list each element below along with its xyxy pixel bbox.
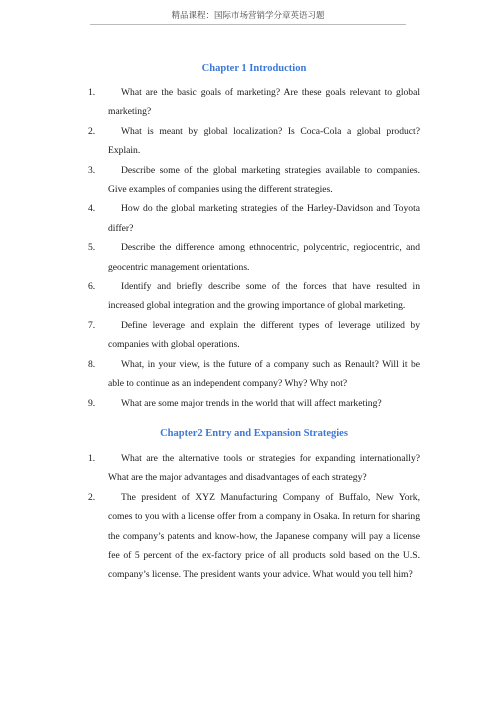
- question-number: 7.: [88, 319, 96, 331]
- list-item: [88, 488, 420, 585]
- question-text: What are some major trends in the world that will affect marketing?: [121, 397, 382, 409]
- list-item: [88, 161, 420, 200]
- list-item: [88, 316, 420, 355]
- question-number: 4.: [88, 203, 96, 215]
- question-text: What are the basic goals of marketing? Are these goals relevant to global marketing?: [108, 87, 420, 118]
- document-body: [88, 62, 420, 585]
- question-number: 9.: [88, 397, 96, 409]
- list-item: [88, 238, 420, 277]
- question-text: What are the alternative tools or strategies for expanding internationally? What are the major advantages and disadvantages of each strategy?: [108, 452, 420, 484]
- running-header: 精品课程：国际市场营销学分章英语习题: [171, 11, 325, 21]
- chapter-1-title: Chapter 1 Introduction: [201, 63, 307, 74]
- question-number: 8.: [88, 358, 96, 370]
- list-item: [88, 199, 420, 238]
- header-divider: [90, 24, 406, 25]
- chapter-2-title: Chapter2 Entry and Expansion Strategies: [160, 427, 348, 439]
- question-number: 1.: [88, 87, 96, 98]
- question-number: 1.: [88, 452, 96, 464]
- question-number: 6.: [88, 281, 96, 293]
- list-item: [88, 394, 420, 413]
- question-text: Describe some of the global marketing strategies available to companies. Give examples of companies using the different strategies.: [108, 164, 420, 196]
- list-item: [88, 277, 420, 316]
- question-text: Define leverage and explain the different types of leverage utilized by companies with global operations.: [108, 319, 420, 351]
- question-number: 3.: [88, 164, 96, 176]
- list-item: [88, 449, 420, 488]
- list-item: [88, 83, 420, 122]
- question-number: 2.: [88, 491, 96, 503]
- chapter-1-question-list: [88, 83, 420, 413]
- list-item: [88, 355, 420, 394]
- question-text: How do the global marketing strategies of the Harley-Davidson and Toyota differ?: [108, 203, 420, 234]
- question-text: What, in your view, is the future of a company such as Renault? Will it be able to continue as an independent company? Why? Why not?: [108, 358, 420, 390]
- chapter-2-question-list: [88, 449, 420, 585]
- question-text: Identify and briefly describe some of the forces that have resulted in increased global integration and the growing importance of global marketing.: [108, 281, 420, 312]
- question-text: Describe the difference among ethnocentric, polycentric, regiocentric, and geocentric management orientations.: [108, 242, 420, 273]
- list-item: [88, 122, 420, 161]
- question-text: What is meant by global localization? Is Coca-Cola a global product? Explain.: [108, 125, 420, 157]
- question-text: The president of XYZ Manufacturing Company of Buffalo, New York, comes to you with a license offer from a company in Osaka. In return for sharing the company’s patents and know-how, the Japanese company will pay a license fee of 5 percent of the ex-factory price of all products sold based on the U.S. company’s license. The president wants your advice. What would you tell him?: [108, 491, 420, 581]
- question-number: 5.: [88, 242, 96, 254]
- question-number: 2.: [88, 125, 96, 137]
